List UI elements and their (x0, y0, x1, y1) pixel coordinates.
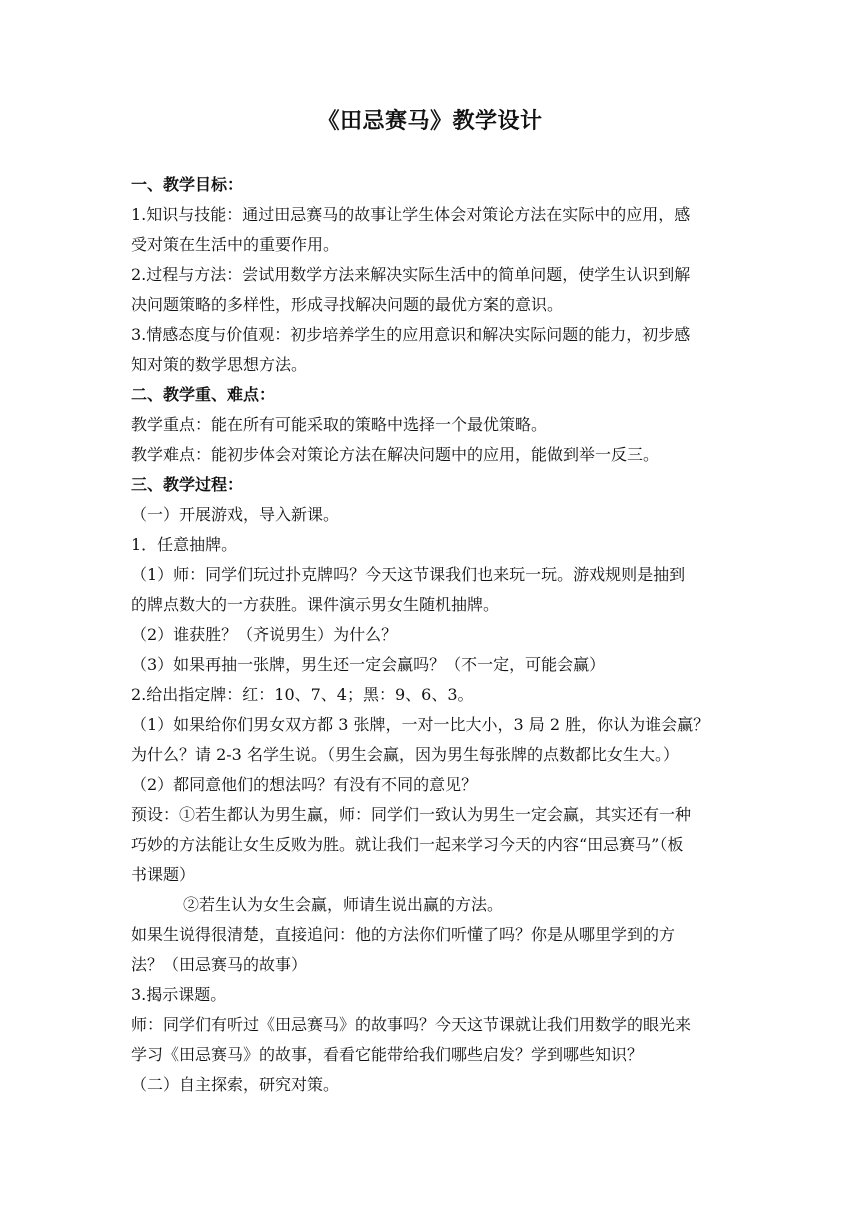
text-line: 受对策在生活中的重要作用。 (131, 235, 340, 254)
text-line: ②若生认为女生会赢，师请生说出赢的方法。 (183, 895, 504, 914)
section-heading: 一、教学目标： (131, 175, 244, 194)
text-line: 师：同学们有听过《田忌赛马》的故事吗？今天这节课就让我们用数学的眼光来 (131, 1015, 692, 1034)
text-line: 预设：①若生都认为男生赢，师：同学们一致认为男生一定会赢，其实还有一种 (131, 805, 692, 824)
text-line: 学习《田忌赛马》的故事，看看它能带给我们哪些启发？学到哪些知识？ (131, 1045, 644, 1064)
text-line: 知对策的数学思想方法。 (131, 355, 308, 374)
text-line: 3.揭示课题。 (131, 985, 227, 1004)
text-line: 的牌点数大的一方获胜。课件演示男女生随机抽牌。 (131, 595, 500, 614)
text-line: （1）师：同学们玩过扑克牌吗？今天这节课我们也来玩一玩。游戏规则是抽到 (131, 565, 686, 584)
text-line: （一）开展游戏，导入新课。 (131, 505, 340, 524)
text-line: （2）谁获胜？（齐说男生）为什么？ (131, 625, 398, 644)
text-line: 2.给出指定牌：红：10、7、4；黑：9、6、3。 (131, 685, 474, 704)
text-line: 1．任意抽牌。 (131, 535, 238, 554)
text-line: （二）自主探索，研究对策。 (131, 1075, 340, 1094)
text-line: （2）都同意他们的想法吗？有没有不同的意见？ (131, 775, 478, 794)
document-body (131, 170, 731, 1100)
text-line: 为什么？请 2-3 名学生说。（男生会赢，因为男生每张牌的点数都比女生大。） (131, 745, 679, 764)
section-heading: 二、教学重、难点： (131, 385, 276, 404)
document-title: 《田忌赛马》教学设计 (317, 108, 543, 134)
text-line: 教学重点：能在所有可能采取的策略中选择一个最优策略。 (131, 415, 548, 434)
text-line: 2.过程与方法：尝试用数学方法来解决实际生活中的简单问题，使学生认识到解 (131, 265, 691, 284)
text-line: 法？（田忌赛马的故事） (131, 955, 308, 974)
section-heading: 三、教学过程： (131, 475, 244, 494)
text-line: 如果生说得很清楚，直接追问：他的方法你们听懂了吗？你是从哪里学到的方 (131, 925, 676, 944)
text-line: 决问题策略的多样性，形成寻找解决问题的最优方案的意识。 (131, 295, 564, 314)
text-line: （1）如果给你们男女双方都 3 张牌，一对一比大小，3 局 2 胜，你认为谁会赢？ (131, 715, 710, 734)
text-line: 3.情感态度与价值观：初步培养学生的应用意识和解决实际问题的能力，初步感 (131, 325, 691, 344)
text-line: 1.知识与技能：通过田忌赛马的故事让学生体会对策论方法在实际中的应用，感 (131, 205, 691, 224)
text-line: 教学难点：能初步体会对策论方法在解决问题中的应用，能做到举一反三。 (131, 445, 660, 464)
text-line: 巧妙的方法能让女生反败为胜。就让我们一起来学习今天的内容“田忌赛马”（板 (131, 835, 684, 854)
text-line: 书课题） (131, 865, 196, 884)
text-line: （3）如果再抽一张牌，男生还一定会赢吗？（不一定，可能会赢） (131, 655, 606, 674)
